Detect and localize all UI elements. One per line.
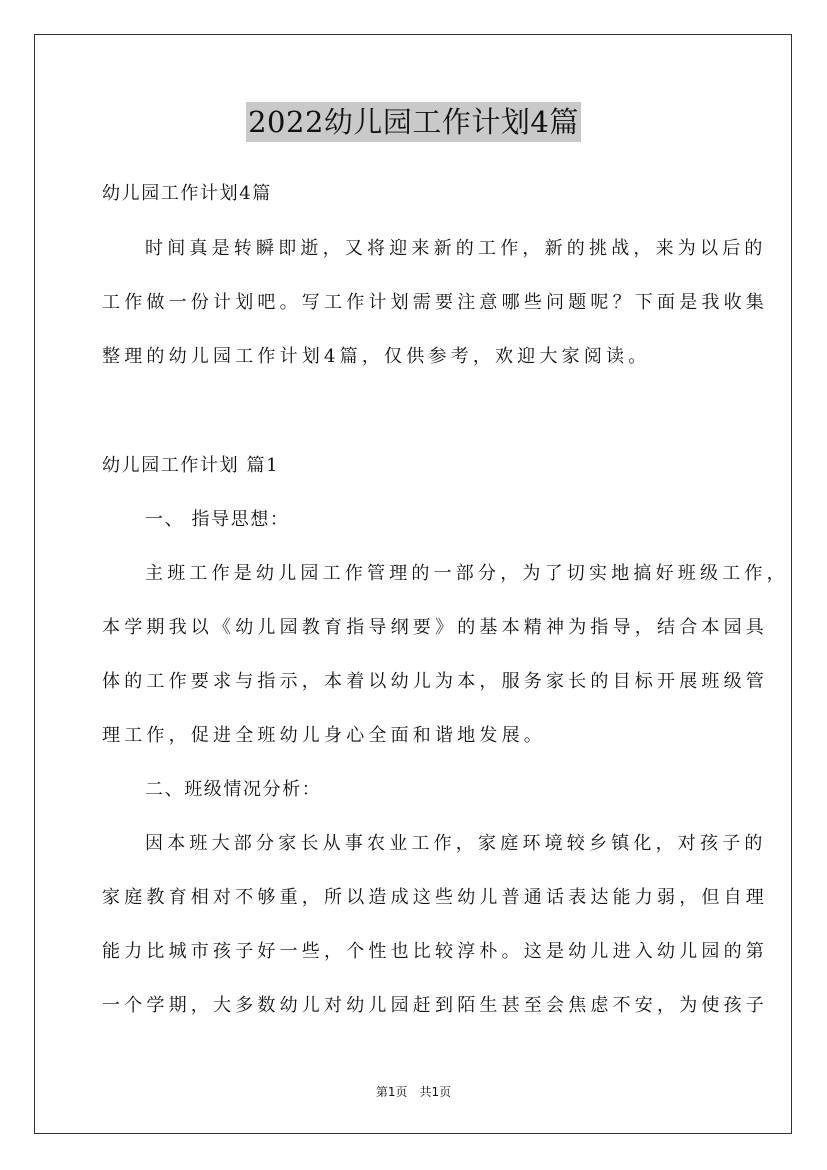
part1-line: 主班工作是幼儿园工作管理的一部分，为了切实地搞好班级工作， xyxy=(145,563,789,584)
title-container xyxy=(0,102,827,142)
part2-line: 因本班大部分家长从事农业工作，家庭环境较乡镇化，对孩子的 xyxy=(145,833,767,854)
part1-line: 理工作，促进全班幼儿身心全面和谐地发展。 xyxy=(102,725,546,746)
part1-heading: 一、 指导思想： xyxy=(145,509,290,530)
page-total: 共1页 xyxy=(419,1085,452,1099)
part1-line: 体的工作要求与指示，本着以幼儿为本，服务家长的目标开展班级管 xyxy=(102,671,768,692)
intro-line: 时间真是转瞬即逝，又将迎来新的工作，新的挑战，来为以后的 xyxy=(145,238,767,259)
intro-line: 整理的幼儿园工作计划4篇，仅供参考，欢迎大家阅读。 xyxy=(102,346,651,367)
page-footer xyxy=(0,1084,827,1100)
part1-line: 本学期我以《幼儿园教育指导纲要》的基本精神为指导，结合本园具 xyxy=(102,617,768,638)
page-number: 第1页 xyxy=(375,1085,408,1099)
part2-line: 家庭教育相对不够重，所以造成这些幼儿普通话表达能力弱，但自理 xyxy=(102,887,768,908)
document-title: 2022幼儿园工作计划4篇 xyxy=(246,102,581,142)
part2-line: 能力比城市孩子好一些，个性也比较淳朴。这是幼儿进入幼儿园的第 xyxy=(102,941,768,962)
section-heading: 幼儿园工作计划 篇1 xyxy=(102,455,280,476)
part2-line: 一个学期，大多数幼儿对幼儿园赶到陌生甚至会焦虑不安，为使孩子 xyxy=(102,995,768,1016)
intro-line: 工作做一份计划吧。写工作计划需要注意哪些问题呢？下面是我收集 xyxy=(102,292,768,313)
document-subtitle: 幼儿园工作计划4篇 xyxy=(102,183,272,204)
part2-heading: 二、班级情况分析： xyxy=(145,779,322,800)
